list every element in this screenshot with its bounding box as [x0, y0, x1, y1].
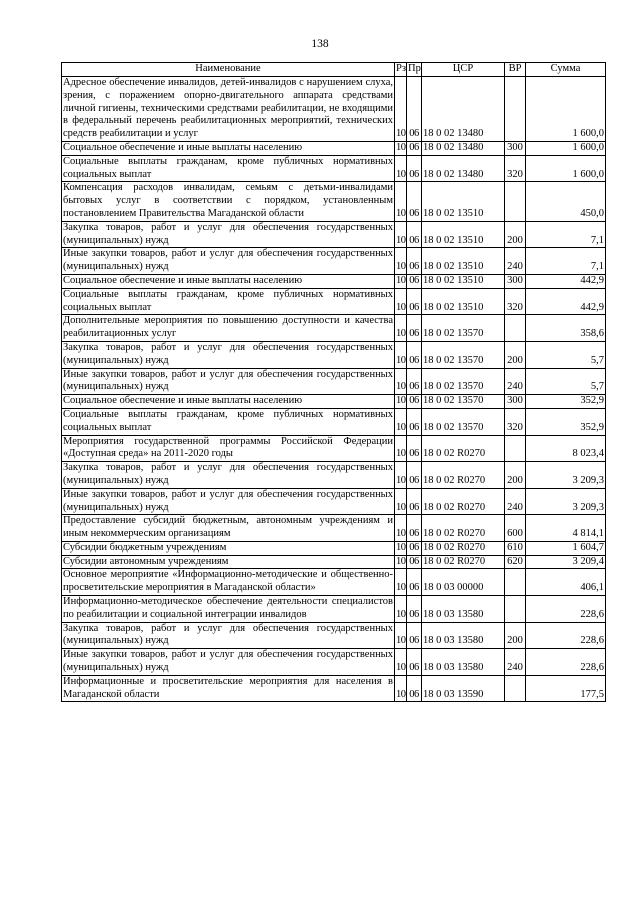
row-sum: 228,6 — [526, 622, 606, 649]
row-sum: 3 209,4 — [526, 555, 606, 569]
table-row — [62, 462, 606, 489]
row-sum: 1 604,7 — [526, 541, 606, 555]
row-csr: 18 0 02 13480 — [422, 77, 505, 142]
row-name: Иные закупки товаров, работ и услуг для обеспечения государственных (муниципальных) нужд — [62, 488, 395, 515]
row-name: Дополнительные мероприятия по повышению доступности и качества реабилитационных услуг — [62, 315, 395, 342]
row-csr: 18 0 02 R0270 — [422, 488, 505, 515]
row-pr: 06 — [407, 569, 422, 596]
row-csr: 18 0 02 13480 — [422, 155, 505, 182]
row-vr: 300 — [505, 395, 526, 409]
table-row — [62, 622, 606, 649]
row-sum: 8 023,4 — [526, 435, 606, 462]
row-name: Закупка товаров, работ и услуг для обеспечения государственных (муниципальных) нужд — [62, 341, 395, 368]
row-name: Информационно-методическое обеспечение деятельности специалистов по реабилитации и социальной интеграции инвалидов — [62, 596, 395, 623]
row-rz: 10 — [395, 408, 407, 435]
row-rz: 10 — [395, 395, 407, 409]
row-csr: 18 0 02 13570 — [422, 341, 505, 368]
table-row — [62, 569, 606, 596]
row-csr: 18 0 02 13510 — [422, 248, 505, 275]
row-sum: 5,7 — [526, 368, 606, 395]
row-csr: 18 0 02 R0270 — [422, 555, 505, 569]
row-rz: 10 — [395, 141, 407, 155]
row-name: Компенсация расходов инвалидам, семьям с детьми-инвалидами бытовых услуг в соответствии с порядком, установленным постановлением Правительства Магаданской области — [62, 182, 395, 221]
row-sum: 358,6 — [526, 315, 606, 342]
row-vr: 620 — [505, 555, 526, 569]
row-pr: 06 — [407, 408, 422, 435]
row-sum: 3 209,3 — [526, 488, 606, 515]
row-vr — [505, 77, 526, 142]
header-sum: Сумма — [526, 63, 606, 77]
row-rz: 10 — [395, 155, 407, 182]
table-row — [62, 408, 606, 435]
row-sum: 7,1 — [526, 248, 606, 275]
row-csr: 18 0 02 13510 — [422, 274, 505, 288]
row-vr: 200 — [505, 622, 526, 649]
row-sum: 1 600,0 — [526, 155, 606, 182]
row-csr: 18 0 02 13480 — [422, 141, 505, 155]
table-row — [62, 288, 606, 315]
row-sum: 3 209,3 — [526, 462, 606, 489]
row-vr: 600 — [505, 515, 526, 542]
row-csr: 18 0 02 R0270 — [422, 541, 505, 555]
row-pr: 06 — [407, 155, 422, 182]
row-vr: 320 — [505, 408, 526, 435]
row-rz: 10 — [395, 541, 407, 555]
row-pr: 06 — [407, 182, 422, 221]
row-sum: 228,6 — [526, 596, 606, 623]
row-name: Информационные и просветительские мероприятия для населения в Магаданской области — [62, 675, 395, 702]
row-pr: 06 — [407, 141, 422, 155]
table-row — [62, 368, 606, 395]
table-row — [62, 274, 606, 288]
row-sum: 450,0 — [526, 182, 606, 221]
row-name: Адресное обеспечение инвалидов, детей-инвалидов с нарушением слуха, зрения, с поражением опорно-двигательного аппарата средствами личной гигиены, техническими средствами реабилитации, не входящими в федеральный перечень реабилитационных мероприятий, технических средств реабилитации и услуг — [62, 77, 395, 142]
row-vr — [505, 596, 526, 623]
row-csr: 18 0 02 R0270 — [422, 435, 505, 462]
row-csr: 18 0 02 R0270 — [422, 462, 505, 489]
row-rz: 10 — [395, 368, 407, 395]
row-vr: 200 — [505, 462, 526, 489]
row-rz: 10 — [395, 274, 407, 288]
row-csr: 18 0 02 13570 — [422, 395, 505, 409]
table-row — [62, 395, 606, 409]
table-header-row — [62, 63, 606, 77]
budget-table — [61, 62, 606, 702]
row-csr: 18 0 02 13570 — [422, 368, 505, 395]
row-sum: 5,7 — [526, 341, 606, 368]
row-sum: 352,9 — [526, 395, 606, 409]
row-pr: 06 — [407, 555, 422, 569]
table-row — [62, 248, 606, 275]
row-vr: 240 — [505, 368, 526, 395]
row-pr: 06 — [407, 395, 422, 409]
row-pr: 06 — [407, 368, 422, 395]
row-csr: 18 0 02 13510 — [422, 288, 505, 315]
row-pr: 06 — [407, 649, 422, 676]
row-name: Предоставление субсидий бюджетным, автономным учреждениям и иным некоммерческим организациям — [62, 515, 395, 542]
table-row — [62, 315, 606, 342]
table-row — [62, 675, 606, 702]
row-pr: 06 — [407, 77, 422, 142]
row-vr: 320 — [505, 288, 526, 315]
row-vr — [505, 182, 526, 221]
row-sum: 1 600,0 — [526, 77, 606, 142]
table-row — [62, 341, 606, 368]
row-rz: 10 — [395, 288, 407, 315]
row-vr: 200 — [505, 221, 526, 248]
table-row — [62, 77, 606, 142]
row-csr: 18 0 02 13570 — [422, 315, 505, 342]
row-name: Иные закупки товаров, работ и услуг для обеспечения государственных (муниципальных) нужд — [62, 649, 395, 676]
row-vr: 240 — [505, 649, 526, 676]
row-pr: 06 — [407, 315, 422, 342]
row-pr: 06 — [407, 288, 422, 315]
row-pr: 06 — [407, 515, 422, 542]
row-csr: 18 0 02 13510 — [422, 182, 505, 221]
row-vr: 240 — [505, 488, 526, 515]
row-sum: 177,5 — [526, 675, 606, 702]
row-rz: 10 — [395, 649, 407, 676]
table-row — [62, 221, 606, 248]
row-rz: 10 — [395, 462, 407, 489]
row-vr: 300 — [505, 274, 526, 288]
row-rz: 10 — [395, 435, 407, 462]
row-rz: 10 — [395, 555, 407, 569]
row-rz: 10 — [395, 315, 407, 342]
row-pr: 06 — [407, 462, 422, 489]
row-rz: 10 — [395, 675, 407, 702]
header-name: Наименование — [62, 63, 395, 77]
row-csr: 18 0 03 13580 — [422, 649, 505, 676]
row-csr: 18 0 03 13580 — [422, 622, 505, 649]
row-name: Иные закупки товаров, работ и услуг для обеспечения государственных (муниципальных) нужд — [62, 368, 395, 395]
row-sum: 442,9 — [526, 288, 606, 315]
row-pr: 06 — [407, 274, 422, 288]
row-name: Иные закупки товаров, работ и услуг для обеспечения государственных (муниципальных) нужд — [62, 248, 395, 275]
row-pr: 06 — [407, 248, 422, 275]
row-csr: 18 0 03 13580 — [422, 596, 505, 623]
row-rz: 10 — [395, 488, 407, 515]
row-name: Социальные выплаты гражданам, кроме публичных нормативных социальных выплат — [62, 288, 395, 315]
row-rz: 10 — [395, 596, 407, 623]
row-vr: 200 — [505, 341, 526, 368]
table-row — [62, 555, 606, 569]
table-row — [62, 435, 606, 462]
table-body — [62, 77, 606, 702]
row-pr: 06 — [407, 596, 422, 623]
table-row — [62, 541, 606, 555]
row-vr: 320 — [505, 155, 526, 182]
row-rz: 10 — [395, 622, 407, 649]
table-row — [62, 515, 606, 542]
row-pr: 06 — [407, 488, 422, 515]
row-csr: 18 0 02 13570 — [422, 408, 505, 435]
row-name: Социальные выплаты гражданам, кроме публичных нормативных социальных выплат — [62, 155, 395, 182]
table-row — [62, 596, 606, 623]
row-pr: 06 — [407, 435, 422, 462]
row-name: Социальное обеспечение и иные выплаты населению — [62, 141, 395, 155]
header-rz: Рз — [395, 63, 407, 77]
row-rz: 10 — [395, 248, 407, 275]
table-row — [62, 649, 606, 676]
row-csr: 18 0 02 R0270 — [422, 515, 505, 542]
table-row — [62, 488, 606, 515]
row-rz: 10 — [395, 221, 407, 248]
row-vr: 300 — [505, 141, 526, 155]
page-number: 138 — [311, 38, 329, 50]
row-pr: 06 — [407, 221, 422, 248]
row-pr: 06 — [407, 622, 422, 649]
table-row — [62, 155, 606, 182]
row-rz: 10 — [395, 77, 407, 142]
row-vr — [505, 675, 526, 702]
row-sum: 406,1 — [526, 569, 606, 596]
header-csr: ЦСР — [422, 63, 505, 77]
row-vr — [505, 315, 526, 342]
row-rz: 10 — [395, 515, 407, 542]
header-pr: Пр — [407, 63, 422, 77]
row-name: Субсидии автономным учреждениям — [62, 555, 395, 569]
row-sum: 4 814,1 — [526, 515, 606, 542]
row-name: Социальные выплаты гражданам, кроме публичных нормативных социальных выплат — [62, 408, 395, 435]
row-sum: 352,9 — [526, 408, 606, 435]
row-vr — [505, 569, 526, 596]
header-vr: ВР — [505, 63, 526, 77]
row-sum: 442,9 — [526, 274, 606, 288]
row-sum: 7,1 — [526, 221, 606, 248]
row-name: Закупка товаров, работ и услуг для обеспечения государственных (муниципальных) нужд — [62, 462, 395, 489]
row-csr: 18 0 03 00000 — [422, 569, 505, 596]
row-name: Закупка товаров, работ и услуг для обеспечения государственных (муниципальных) нужд — [62, 622, 395, 649]
row-name: Социальное обеспечение и иные выплаты населению — [62, 395, 395, 409]
row-vr: 610 — [505, 541, 526, 555]
row-rz: 10 — [395, 341, 407, 368]
row-sum: 1 600,0 — [526, 141, 606, 155]
row-csr: 18 0 02 13510 — [422, 221, 505, 248]
row-vr: 240 — [505, 248, 526, 275]
row-rz: 10 — [395, 569, 407, 596]
row-sum: 228,6 — [526, 649, 606, 676]
row-pr: 06 — [407, 541, 422, 555]
row-csr: 18 0 03 13590 — [422, 675, 505, 702]
row-rz: 10 — [395, 182, 407, 221]
row-name: Закупка товаров, работ и услуг для обеспечения государственных (муниципальных) нужд — [62, 221, 395, 248]
row-pr: 06 — [407, 675, 422, 702]
table-row — [62, 141, 606, 155]
row-name: Основное мероприятие «Информационно-методические и общественно-просветительские мероприятия в Магаданской области» — [62, 569, 395, 596]
row-pr: 06 — [407, 341, 422, 368]
row-vr — [505, 435, 526, 462]
table-row — [62, 182, 606, 221]
row-name: Субсидии бюджетным учреждениям — [62, 541, 395, 555]
row-name: Социальное обеспечение и иные выплаты населению — [62, 274, 395, 288]
row-name: Мероприятия государственной программы Российской Федерации «Доступная среда» на 2011-2020 годы — [62, 435, 395, 462]
